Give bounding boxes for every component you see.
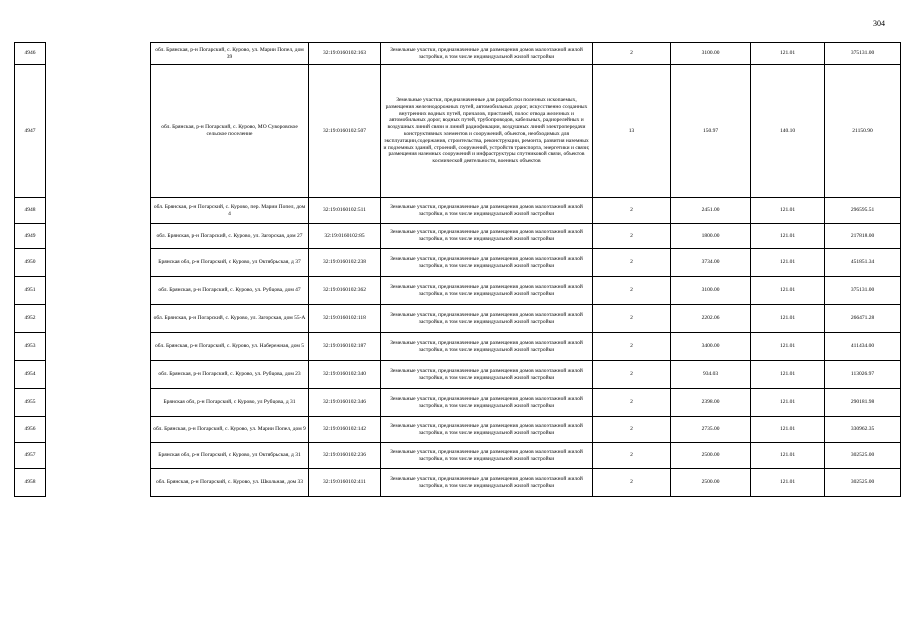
- area-cell: 3100.00: [671, 43, 751, 65]
- specific-value-cell: 140.10: [751, 65, 825, 198]
- cadastral-value-cell: 296595.51: [825, 198, 901, 224]
- area-cell: 3400.00: [671, 333, 751, 361]
- table-row: [15, 389, 901, 417]
- cadastral-number-cell: 32:19:0160102:511: [309, 198, 381, 224]
- cadastral-value-cell: 302525.00: [825, 443, 901, 469]
- table-row: [15, 443, 901, 469]
- table-row: [15, 333, 901, 361]
- address-cell: обл. Брянская, р-н Погарский, с. Курово, ул. Марии Попел, дом 39: [151, 43, 309, 65]
- category-cell: 13: [593, 65, 671, 198]
- table-row: [15, 198, 901, 224]
- address-cell: Брянская обл, р-н Погарский, с Курово, ул Октябрьская, д 31: [151, 443, 309, 469]
- land-use-cell: Земельные участки, предназначенные для размещения домов малоэтажной жилой застройки, в том числе индивидуальной жилой застройки: [381, 43, 593, 65]
- spacer-cell: [46, 361, 151, 389]
- cadastral-number-cell: 32:19:0160102:362: [309, 277, 381, 305]
- table-row: [15, 305, 901, 333]
- cadastral-value-cell: 302525.00: [825, 469, 901, 497]
- row-number-cell: 4955: [15, 389, 46, 417]
- cadastral-value-cell: 113026.97: [825, 361, 901, 389]
- row-number-cell: 4954: [15, 361, 46, 389]
- category-cell: 2: [593, 249, 671, 277]
- area-cell: 2451.00: [671, 198, 751, 224]
- table-row: [15, 65, 901, 198]
- cadastral-value-cell: 330962.35: [825, 417, 901, 443]
- land-use-cell: Земельные участки, предназначенные для размещения домов малоэтажной жилой застройки, в том числе индивидуальной жилой застройки: [381, 198, 593, 224]
- address-cell: обл. Брянская, р-н Погарский, с. Курово, МО Суворовское сельское поселение: [151, 65, 309, 198]
- page-number: 304: [873, 19, 885, 28]
- table-row: [15, 361, 901, 389]
- category-cell: 2: [593, 277, 671, 305]
- table-row: [15, 249, 901, 277]
- address-cell: обл. Брянская, р-н Погарский, с. Курово, ул. Школьная, дом 33: [151, 469, 309, 497]
- cadastral-number-cell: 32:19:0160102:187: [309, 333, 381, 361]
- cadastral-value-cell: 217818.00: [825, 224, 901, 249]
- spacer-cell: [46, 65, 151, 198]
- cadastral-number-cell: 32:19:0160102:163: [309, 43, 381, 65]
- land-use-cell: Земельные участки, предназначенные для размещения домов малоэтажной жилой застройки, в том числе индивидуальной жилой застройки: [381, 389, 593, 417]
- category-cell: 2: [593, 389, 671, 417]
- spacer-cell: [46, 417, 151, 443]
- area-cell: 2500.00: [671, 443, 751, 469]
- category-cell: 2: [593, 361, 671, 389]
- category-cell: 2: [593, 333, 671, 361]
- table-row: [15, 469, 901, 497]
- land-use-cell: Земельные участки, предназначенные для размещения домов малоэтажной жилой застройки, в том числе индивидуальной жилой застройки: [381, 277, 593, 305]
- land-use-cell: Земельные участки, предназначенные для размещения домов малоэтажной жилой застройки, в том числе индивидуальной жилой застройки: [381, 361, 593, 389]
- specific-value-cell: 121.01: [751, 224, 825, 249]
- land-use-cell: Земельные участки, предназначенные для размещения домов малоэтажной жилой застройки, в том числе индивидуальной жилой застройки: [381, 443, 593, 469]
- cadastral-value-cell: 451851.34: [825, 249, 901, 277]
- land-use-cell: Земельные участки, предназначенные для размещения домов малоэтажной жилой застройки, в том числе индивидуальной жилой застройки: [381, 469, 593, 497]
- cadastral-number-cell: 32:19:0160102:118: [309, 305, 381, 333]
- category-cell: 2: [593, 305, 671, 333]
- category-cell: 2: [593, 469, 671, 497]
- table-row: [15, 417, 901, 443]
- cadastral-value-cell: 266471.28: [825, 305, 901, 333]
- spacer-cell: [46, 333, 151, 361]
- cadastral-value-cell: 375131.00: [825, 277, 901, 305]
- specific-value-cell: 121.01: [751, 417, 825, 443]
- specific-value-cell: 121.01: [751, 43, 825, 65]
- address-cell: обл. Брянская, р-н Погарский, с. Курово, ул. Набережная, дом 5: [151, 333, 309, 361]
- spacer-cell: [46, 305, 151, 333]
- spacer-cell: [46, 43, 151, 65]
- cadastral-number-cell: 32:19:0160102:346: [309, 389, 381, 417]
- cadastral-number-cell: 32:19:0160102:340: [309, 361, 381, 389]
- row-number-cell: 4950: [15, 249, 46, 277]
- table-row: [15, 277, 901, 305]
- specific-value-cell: 121.01: [751, 249, 825, 277]
- spacer-cell: [46, 198, 151, 224]
- address-cell: обл. Брянская, р-н Погарский, с. Курово, ул. Загорская, дом 27: [151, 224, 309, 249]
- row-number-cell: 4952: [15, 305, 46, 333]
- specific-value-cell: 121.01: [751, 198, 825, 224]
- specific-value-cell: 121.01: [751, 361, 825, 389]
- area-cell: 3100.00: [671, 277, 751, 305]
- address-cell: обл. Брянская, р-н Погарский, с. Курово, пер. Марии Попел, дом 4: [151, 198, 309, 224]
- row-number-cell: 4956: [15, 417, 46, 443]
- cadastral-number-cell: 32:19:0160102:85: [309, 224, 381, 249]
- row-number-cell: 4951: [15, 277, 46, 305]
- specific-value-cell: 121.01: [751, 277, 825, 305]
- table-row: [15, 43, 901, 65]
- area-cell: 150.97: [671, 65, 751, 198]
- cadastral-value-cell: 411434.00: [825, 333, 901, 361]
- spacer-cell: [46, 224, 151, 249]
- category-cell: 2: [593, 224, 671, 249]
- address-cell: обл. Брянская, р-н Погарский, с. Курово, ул. Загорская, дом 55-А: [151, 305, 309, 333]
- row-number-cell: 4957: [15, 443, 46, 469]
- specific-value-cell: 121.01: [751, 389, 825, 417]
- area-cell: 2202.06: [671, 305, 751, 333]
- cadastral-number-cell: 32:19:0160102:507: [309, 65, 381, 198]
- specific-value-cell: 121.01: [751, 333, 825, 361]
- cadastral-value-cell: 290181.98: [825, 389, 901, 417]
- cadastral-number-cell: 32:19:0160102:238: [309, 249, 381, 277]
- land-use-cell: Земельные участки, предназначенные для разработки полезных ископаемых, размещения железнодорожных путей, автомобильных дорог, искусственно созданных внутренних водных путей, причалов, пристаней, полос отвода железных и автомобильных дорог, водных путей, трубопроводов, кабельных, радиорелейных и воздушных линий связи и линий радиофикации, воздушных линий электропередачи конструктивных элементов и сооружений, объектов, необходимых для эксплуатации,содержания, строительства, реконструкции, ремонта, развития наземных и подземных зданий, строений, сооружений, устройств транспорта, энергетики и связи; размещения наземных сооружений и инфраструктуры спутниковой связи, объектов космической деятельности, военных объектов: [381, 65, 593, 198]
- address-cell: Брянская обл, р-н Погарский, с Курово, ул Октябрьская, д 37: [151, 249, 309, 277]
- land-use-cell: Земельные участки, предназначенные для размещения домов малоэтажной жилой застройки, в том числе индивидуальной жилой застройки: [381, 224, 593, 249]
- category-cell: 2: [593, 443, 671, 469]
- area-cell: 1800.00: [671, 224, 751, 249]
- area-cell: 3734.00: [671, 249, 751, 277]
- specific-value-cell: 121.01: [751, 469, 825, 497]
- category-cell: 2: [593, 43, 671, 65]
- row-number-cell: 4948: [15, 198, 46, 224]
- area-cell: 2398.00: [671, 389, 751, 417]
- area-cell: 2735.00: [671, 417, 751, 443]
- specific-value-cell: 121.01: [751, 443, 825, 469]
- spacer-cell: [46, 469, 151, 497]
- row-number-cell: 4946: [15, 43, 46, 65]
- land-use-cell: Земельные участки, предназначенные для размещения домов малоэтажной жилой застройки, в том числе индивидуальной жилой застройки: [381, 249, 593, 277]
- spacer-cell: [46, 443, 151, 469]
- row-number-cell: 4958: [15, 469, 46, 497]
- land-use-cell: Земельные участки, предназначенные для размещения домов малоэтажной жилой застройки, в том числе индивидуальной жилой застройки: [381, 417, 593, 443]
- area-cell: 2500.00: [671, 469, 751, 497]
- spacer-cell: [46, 389, 151, 417]
- cadastral-value-cell: 21150.90: [825, 65, 901, 198]
- land-registry-table: [14, 42, 901, 497]
- land-use-cell: Земельные участки, предназначенные для размещения домов малоэтажной жилой застройки, в том числе индивидуальной жилой застройки: [381, 333, 593, 361]
- spacer-cell: [46, 277, 151, 305]
- area-cell: 934.03: [671, 361, 751, 389]
- category-cell: 2: [593, 198, 671, 224]
- table-row: [15, 224, 901, 249]
- address-cell: обл. Брянская, р-н Погарский, с. Курово, ул. Марии Попел, дом 9: [151, 417, 309, 443]
- address-cell: обл. Брянская, р-н Погарский, с. Курово, ул. Рубцова, дом 47: [151, 277, 309, 305]
- land-use-cell: Земельные участки, предназначенные для размещения домов малоэтажной жилой застройки, в том числе индивидуальной жилой застройки: [381, 305, 593, 333]
- cadastral-number-cell: 32:19:0160102:142: [309, 417, 381, 443]
- cadastral-number-cell: 32:19:0160102:236: [309, 443, 381, 469]
- address-cell: обл. Брянская, р-н Погарский, с. Курово, ул. Рубцова, дом 23: [151, 361, 309, 389]
- row-number-cell: 4947: [15, 65, 46, 198]
- row-number-cell: 4949: [15, 224, 46, 249]
- address-cell: Брянская обл, р-н Погарский, с Курово, ул Рубцова, д 31: [151, 389, 309, 417]
- row-number-cell: 4953: [15, 333, 46, 361]
- table-body: [15, 43, 901, 497]
- specific-value-cell: 121.01: [751, 305, 825, 333]
- category-cell: 2: [593, 417, 671, 443]
- spacer-cell: [46, 249, 151, 277]
- cadastral-value-cell: 375131.00: [825, 43, 901, 65]
- cadastral-number-cell: 32:19:0160102:411: [309, 469, 381, 497]
